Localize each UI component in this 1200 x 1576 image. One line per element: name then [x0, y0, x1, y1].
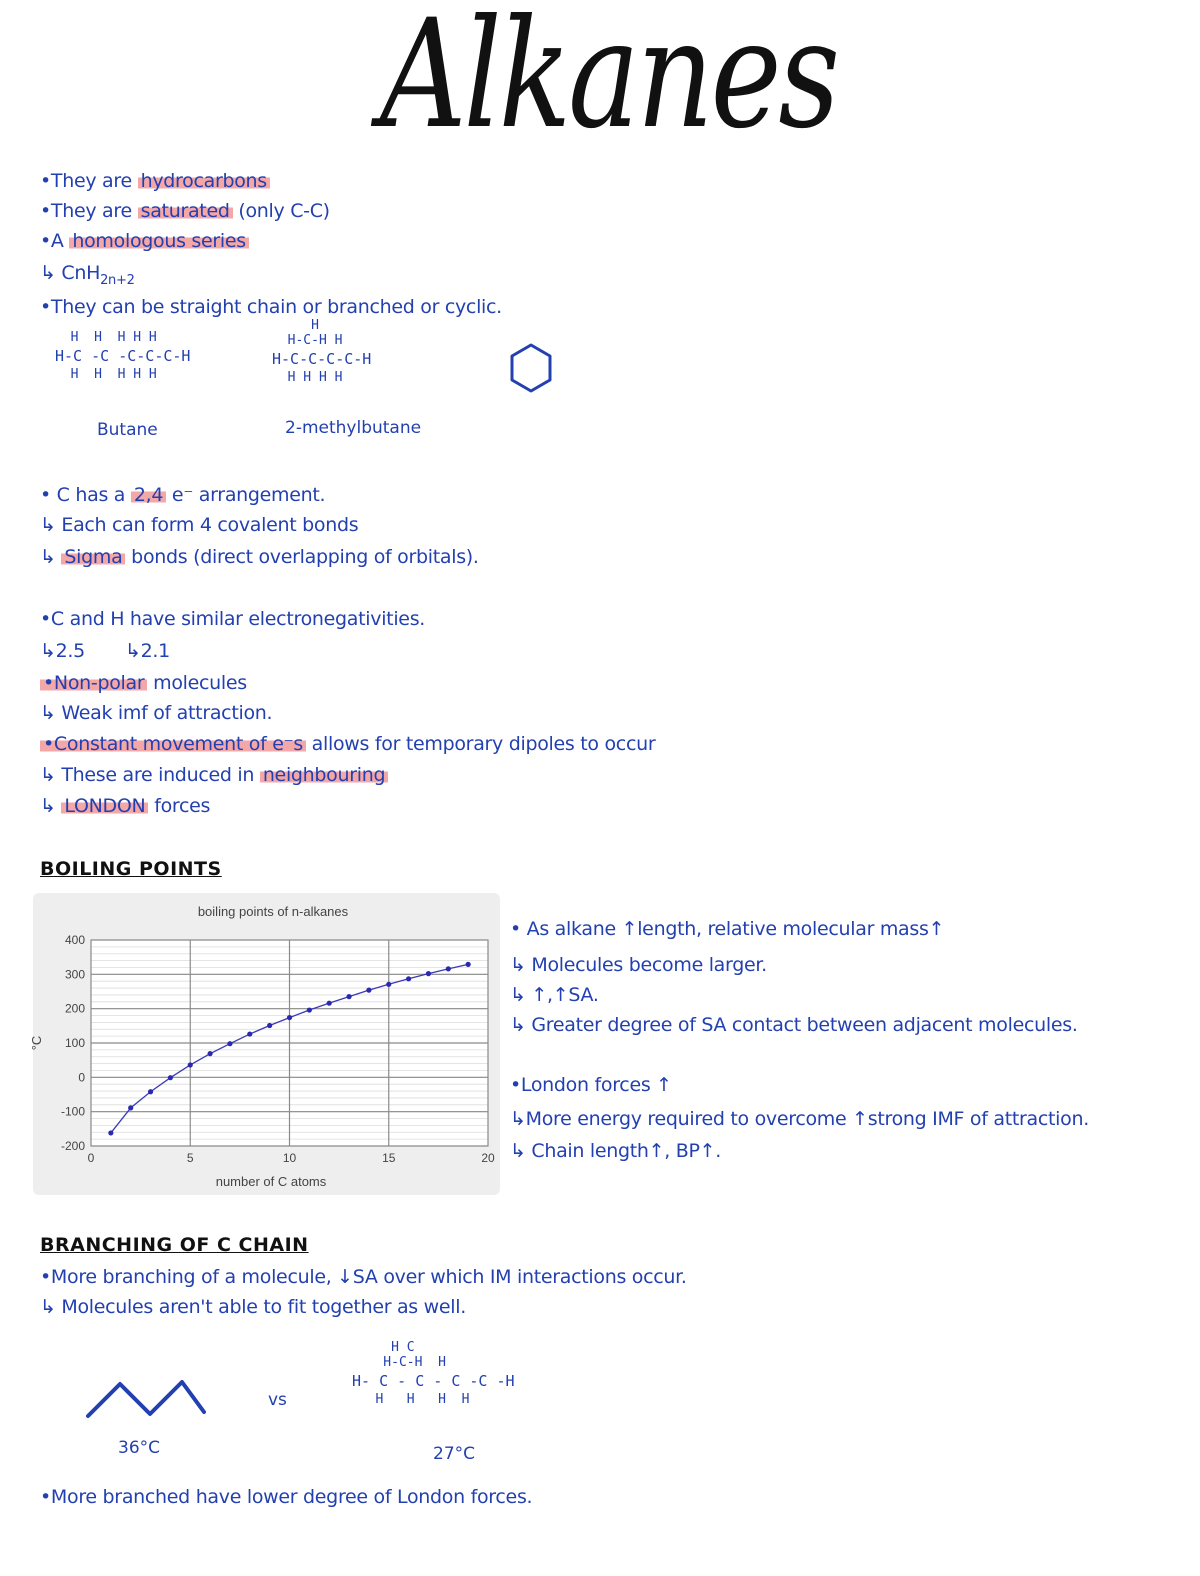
branch-note-1: •More branching of a molecule, ↓SA over which IM interactions occur.: [40, 1266, 687, 1288]
data-point: [406, 976, 411, 981]
data-point: [446, 966, 451, 971]
bp-note-2: ↳ Molecules become larger.: [510, 954, 767, 976]
x-tick-label: 20: [481, 1151, 495, 1165]
data-point: [327, 1001, 332, 1006]
polarity-line-7: ↳ LONDON forces: [40, 795, 211, 817]
chart-panel: [29, 893, 500, 1195]
intro-line-5: •They can be straight chain or branched or cyclic.: [40, 296, 502, 318]
data-point: [188, 1062, 193, 1067]
polarity-line-3: •Non-polar molecules: [40, 672, 247, 694]
carbon-line-1: • C has a 2,4 e⁻ arrangement.: [40, 484, 326, 506]
y-tick-label: 300: [64, 967, 85, 982]
carbon-line-3: ↳ Sigma bonds (direct overlapping of orbitals).: [40, 546, 479, 568]
x-tick-label: 0: [87, 1151, 95, 1165]
y-tick-label: 100: [64, 1036, 85, 1050]
branched-temp: 27°C: [433, 1444, 476, 1464]
intro-line-2: •They are saturated (only C-C): [40, 200, 330, 222]
data-point: [307, 1007, 312, 1012]
pentane-temp: 36°C: [118, 1438, 161, 1458]
cyclohexane-hexagon: [508, 342, 554, 394]
pentane-skeletal: [84, 1376, 210, 1422]
y-tick-label: -200: [60, 1139, 85, 1153]
methylbutane-caption: 2-methylbutane: [285, 418, 422, 438]
page-title: Alkanes: [380, 0, 837, 162]
intro-line-4: ↳ CnH$_{2n+2}$: [40, 262, 135, 288]
intro-line-1: •They are hydrocarbons: [40, 170, 270, 192]
x-tick-label: 10: [282, 1151, 297, 1165]
data-point: [386, 982, 391, 987]
section-branching: BRANCHING OF C CHAIN: [40, 1234, 309, 1256]
data-point: [208, 1051, 213, 1056]
x-tick-label: 15: [382, 1151, 396, 1165]
carbon-line-2: ↳ Each can form 4 covalent bonds: [40, 514, 359, 536]
data-point: [426, 971, 431, 976]
data-point: [108, 1130, 113, 1135]
data-point: [267, 1023, 272, 1028]
x-tick-label: 5: [186, 1151, 194, 1165]
polarity-line-5: •Constant movement of e⁻s allows for temporary dipoles to occur: [40, 733, 655, 755]
chart-title: boiling points of n-alkanes: [197, 904, 349, 919]
data-point: [148, 1089, 153, 1094]
polarity-line-1: •C and H have similar electronegativities.: [40, 608, 426, 630]
bp-note-1: • As alkane ↑length, relative molecular mass↑: [510, 918, 945, 940]
data-point: [287, 1015, 292, 1020]
intro-line-3: •A homologous series: [40, 230, 249, 252]
branched-structure: H C H-C-H H H- C - C - C -C -H H H H H: [352, 1340, 515, 1407]
polarity-line-6: ↳ These are induced in neighbouring: [40, 764, 388, 786]
section-boiling-points: BOILING POINTS: [40, 858, 222, 880]
branch-note-2: ↳ Molecules aren't able to fit together as well.: [40, 1296, 466, 1318]
bp-note-4: ↳ Greater degree of SA contact between adjacent molecules.: [510, 1014, 1078, 1036]
polarity-line-2b: ↳2.1: [125, 640, 170, 662]
data-point: [466, 962, 471, 967]
polarity-line-4: ↳ Weak imf of attraction.: [40, 702, 273, 724]
chart-x-label: number of C atoms: [215, 1174, 327, 1189]
chart-y-label: °C: [29, 1035, 44, 1051]
y-tick-label: 200: [64, 1001, 85, 1016]
bp-note-3: ↳ ↑,↑SA.: [510, 984, 599, 1006]
methylbutane-structure: H H-C-H H H-C-C-C-C-H H H H H: [272, 318, 372, 385]
bp-note-7: ↳ Chain length↑, BP↑.: [510, 1140, 721, 1162]
polarity-line-2a: ↳2.5: [40, 640, 85, 662]
y-tick-label: 0: [78, 1070, 85, 1085]
y-tick-label: -100: [60, 1104, 85, 1119]
data-point: [128, 1105, 133, 1110]
butane-caption: Butane: [97, 420, 158, 440]
bp-note-6: ↳More energy required to overcome ↑strong IMF of attraction.: [510, 1108, 1089, 1130]
bp-note-5: •London forces ↑: [510, 1074, 672, 1096]
data-point: [227, 1041, 232, 1046]
final-note: •More branched have lower degree of London forces.: [40, 1486, 533, 1508]
data-point: [168, 1075, 173, 1080]
boiling-point-chart: [29, 893, 500, 1195]
data-point: [346, 994, 351, 999]
butane-structure: H H H H H H-C -C -C-C-C-H H H H H H: [55, 330, 191, 382]
y-tick-label: 400: [64, 933, 85, 947]
data-point: [247, 1031, 252, 1036]
data-point: [366, 988, 371, 993]
vs-label: vs: [268, 1390, 287, 1410]
